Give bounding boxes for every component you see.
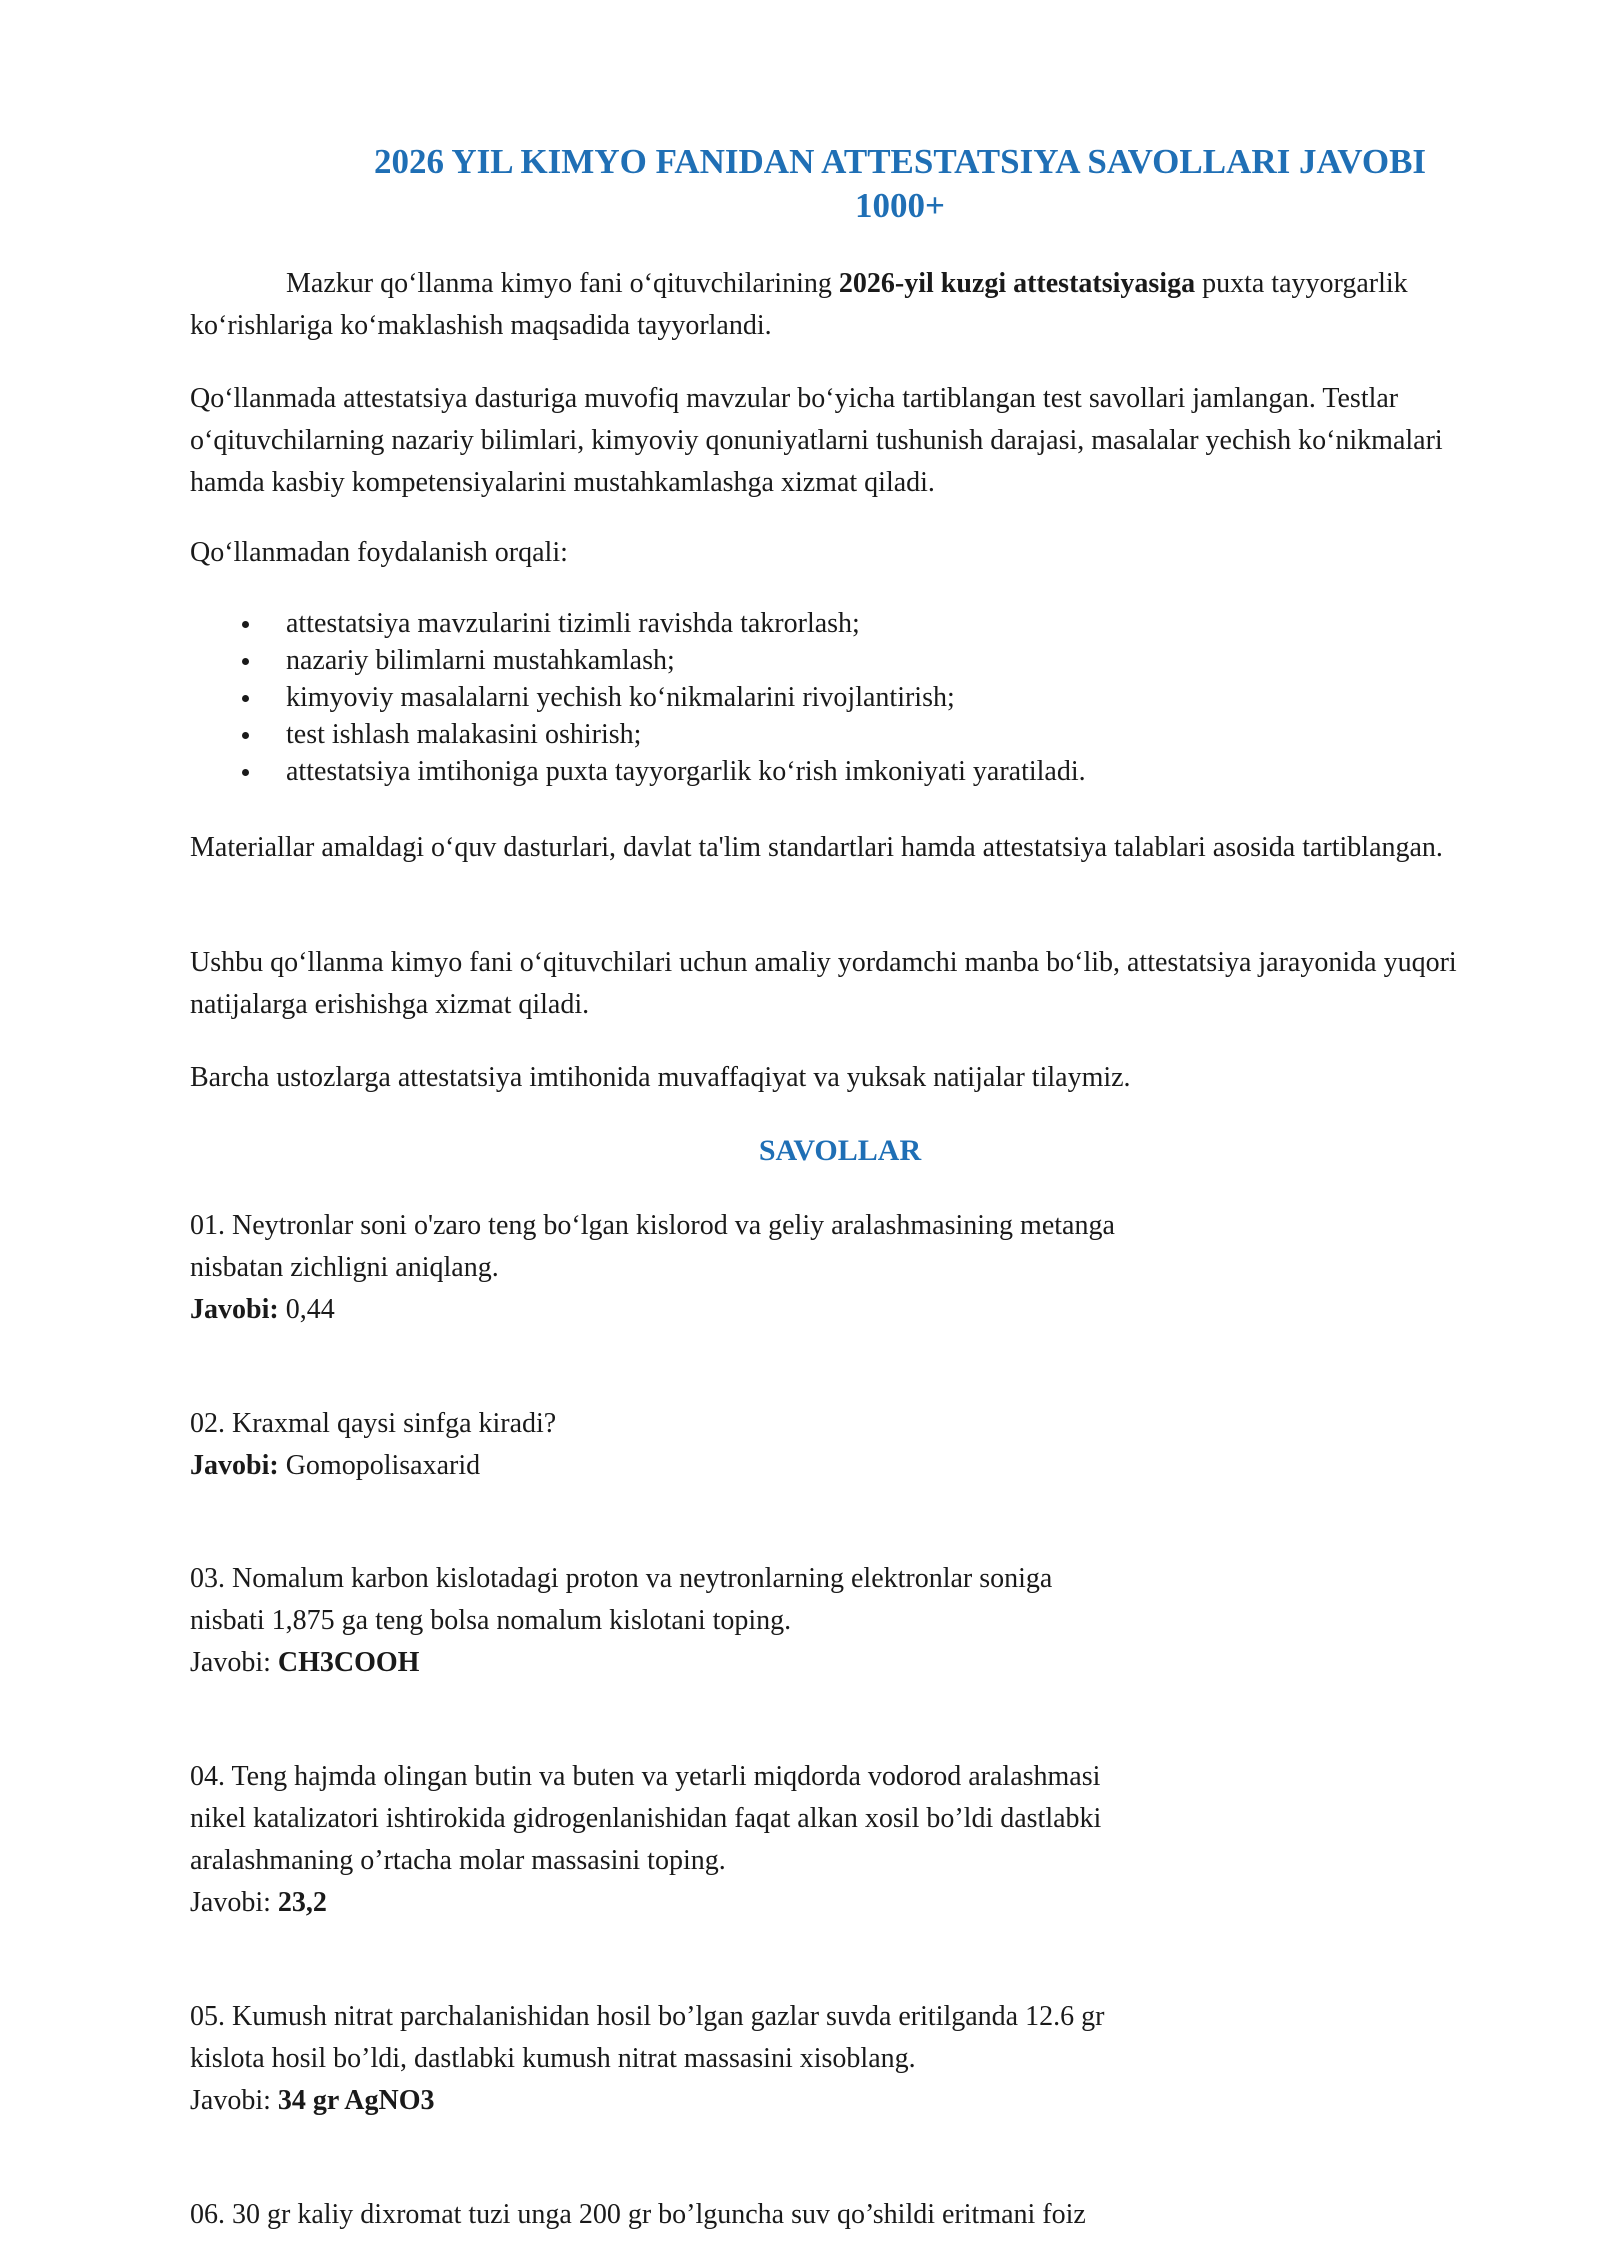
paragraph-2: Qo‘llanmada attestatsiya dasturiga muvofiq mavzular bo‘yicha tartiblangan test savollari jamlangan. Testlar o‘qituvchilarning nazariy bilimlari, kimyoviy qonuniyatlarni tushunish darajasi, masalalar yechish ko‘nikmalari hamda kasbiy kompetensiyalarini mustahkamlashga xizmat qiladi.: [190, 383, 1443, 498]
question-item: [190, 1996, 1390, 2122]
list-item: attestatsiya mavzularini tizimli ravishda takrorlash;: [190, 605, 1086, 642]
answer-line: [190, 1642, 1390, 1684]
answer-value: CH3COOH: [277, 1647, 420, 1678]
paragraph-5: Ushbu qo‘llanma kimyo fani o‘qituvchilari uchun amaliy yordamchi manba bo‘lib, attestatsiya jarayonida yuqori natijalarga erishishga xizmat qiladi.: [190, 947, 1457, 1020]
intro-text-bold: 2026-yil kuzgi attestatsiyasiga: [838, 268, 1196, 299]
answer-label: Javobi:: [190, 1450, 279, 1481]
question-item: [190, 1756, 1390, 1924]
intro-text-b: puxta tayyorgarlik ko‘rishlariga ko‘maklashish maqsadida tayyorlandi.: [190, 268, 1408, 341]
answer-label: Javobi:: [190, 1647, 271, 1678]
question-text-line: nikel katalizatori ishtirokida gidrogenlanishidan faqat alkan xosil bo’ldi dastlabki: [190, 1803, 1102, 1834]
answer-value: 0,44: [278, 1294, 335, 1325]
answer-label: Javobi:: [190, 2085, 271, 2116]
answer-line: [190, 2080, 1390, 2122]
intro-text-a: Mazkur qo‘llanma kimyo fani o‘qituvchilarining: [286, 268, 839, 299]
paragraph-3: Qo‘llanmadan foydalanish orqali:: [190, 537, 568, 568]
paragraph-6: Barcha ustozlarga attestatsiya imtihonida muvaffaqiyat va yuksak natijalar tilaymiz.: [190, 1062, 1131, 1093]
list-item: attestatsiya imtihoniga puxta tayyorgarlik ko‘rish imkoniyati yaratiladi.: [190, 753, 1086, 790]
answer-line: [190, 1882, 1390, 1924]
answer-value: 34 gr AgNO3: [277, 2085, 435, 2116]
question-item: [190, 1205, 1390, 1331]
section-title: SAVOLLAR: [758, 1134, 922, 1167]
question-text-line: 01. Neytronlar soni o'zaro teng bo‘lgan kislorod va geliy aralashmasining metanga: [190, 1210, 1115, 1241]
question-text-line: kislota hosil bo’ldi, dastlabki kumush nitrat massasini xisoblang.: [190, 2043, 916, 2074]
document-title-line1: 2026 YIL KIMYO FANIDAN ATTESTATSIYA SAVOLLARI JAVOBI: [373, 142, 1427, 181]
answer-line: [190, 1289, 1390, 1331]
document-title-line2: 1000+: [855, 186, 945, 225]
answer-value: Gomopolisaxarid: [278, 1450, 481, 1481]
question-item: [190, 1558, 1390, 1684]
list-item: nazariy bilimlarni mustahkamlash;: [190, 642, 1086, 679]
paragraph-4: Materiallar amaldagi o‘quv dasturlari, davlat ta'lim standartlari hamda attestatsiya talablari asosida tartiblangan.: [190, 832, 1443, 863]
answer-label: Javobi:: [190, 1294, 279, 1325]
question-text-line: aralashmaning o’rtacha molar massasini toping.: [190, 1845, 726, 1876]
question-text-line: 05. Kumush nitrat parchalanishidan hosil bo’lgan gazlar suvda eritilganda 12.6 gr: [190, 2001, 1105, 2032]
question-item: [190, 2194, 1390, 2236]
bullet-list: [190, 605, 1086, 790]
list-item: test ishlash malakasini oshirish;: [190, 716, 1086, 753]
list-item: kimyoviy masalalarni yechish ko‘nikmalarini rivojlantirish;: [190, 679, 1086, 716]
answer-value: 23,2: [277, 1887, 327, 1918]
question-text-line: nisbatan zichligni aniqlang.: [190, 1252, 499, 1283]
question-text-line: 03. Nomalum karbon kislotadagi proton va neytronlarning elektronlar soniga: [190, 1563, 1053, 1594]
question-text-line: nisbati 1,875 ga teng bolsa nomalum kislotani toping.: [190, 1605, 792, 1636]
answer-label: Javobi:: [190, 1887, 271, 1918]
question-item: [190, 1403, 1390, 1487]
question-text-line: 04. Teng hajmda olingan butin va buten va yetarli miqdorda vodorod aralashmasi: [190, 1761, 1101, 1792]
question-text-line: 02. Kraxmal qaysi sinfga kiradi?: [190, 1408, 557, 1439]
document-title: [300, 140, 1500, 228]
intro-paragraph: [190, 263, 1490, 347]
question-text-line: 06. 30 gr kaliy dixromat tuzi unga 200 gr bo’lguncha suv qo’shildi eritmani foiz: [190, 2199, 1086, 2230]
answer-line: [190, 1445, 1390, 1487]
